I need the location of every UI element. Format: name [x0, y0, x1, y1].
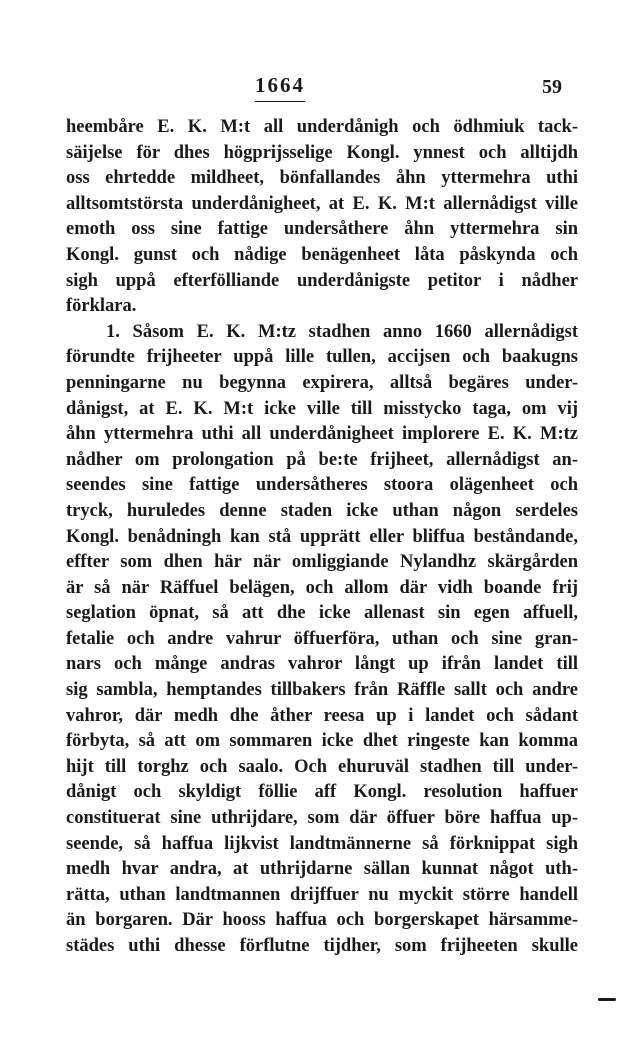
- text-line: fetalie och andre vahrur öffuerföra, uthan och sine gran-: [66, 628, 578, 649]
- text-line: förklara.: [66, 296, 137, 317]
- text-line: seende, så haffua lijkvist landtmännerne så förknippat sigh: [66, 833, 578, 854]
- text-line: effter som dhen här när omliggiande Nylandhz skärgården: [66, 552, 578, 573]
- scan-margin-mark: [598, 998, 616, 1001]
- text-line: nådher om prolongation på be:te frijheet, allernådigst an-: [66, 449, 578, 470]
- paragraph-start-line: 1. Såsom E. K. M:tz stadhen anno 1660 allernådigst: [106, 321, 578, 342]
- text-line: är så när Räffuel belägen, och allom där vidh boande frij: [66, 577, 578, 598]
- running-head-year: 1664: [255, 74, 305, 102]
- text-line: heembåre E. K. M:t all underdånigh och ödhmiuk tack-: [66, 117, 578, 137]
- text-line: nars och månge andras vahror långt up ifrån landet till: [66, 654, 578, 675]
- text-line: seglation öpnat, så att dhe icke allenast sin egen affuell,: [66, 603, 578, 624]
- text-line: dånigst, at E. K. M:t icke ville till misstycko taga, om vij: [66, 398, 578, 419]
- text-line: sigh uppå efterfölliande underdånigste petitor i nådher: [66, 270, 578, 291]
- text-line: dånigt och skyldigt föllie aff Kongl. resolution haffuer: [66, 782, 578, 803]
- text-line: oss ehrtedde mildheet, bönfallandes åhn yttermehra uthi: [66, 168, 578, 189]
- text-line: städes uthi dhesse förflutne tijdher, som frijheeten skulle: [66, 936, 578, 956]
- text-line: säijelse för dhes högprijsselige Kongl. ynnest och alltijdh: [66, 142, 578, 163]
- text-line: förundte frijheeter uppå lille tullen, accijsen och baakugns: [66, 347, 578, 368]
- text-line: sig sambla, hemptandes tillbakers från Räffle sallt och andre: [66, 680, 578, 701]
- text-line: emoth oss sine fattige undersåthere åhn yttermehra sin: [66, 219, 578, 240]
- text-line: Kongl. gunst och nådige benägenheet låta påskynda och: [66, 244, 578, 265]
- text-line: medh hvar andra, at uthrijdarne sällan kunnat något uth-: [66, 859, 578, 880]
- text-line: penningarne nu begynna expirera, alltså begäres under-: [66, 372, 578, 393]
- page-number: 59: [542, 76, 562, 98]
- text-line: rätta, uthan landtmannen drijffuer nu myckit större handell: [66, 884, 578, 905]
- text-line: vahror, där medh dhe åther reesa up i landet och sådant: [66, 705, 578, 726]
- text-line: Kongl. benådningh kan stå upprätt eller bliffua beståndande,: [66, 526, 578, 547]
- text-line: åhn yttermehra uthi all underdånigheet implorere E. K. M:tz: [66, 424, 578, 445]
- text-line: seendes sine fattige undersåtheres stoora olägenheet och: [66, 475, 578, 496]
- text-line: alltsomtstörsta underdånigheet, at E. K. M:t allernådigst ville: [66, 193, 578, 214]
- text-line: hijt till torghz och saalo. Och ehuruväl stadhen till under-: [66, 756, 578, 777]
- text-line: constituerat sine uthrijdare, som där öffuer böre haffua up-: [66, 808, 578, 829]
- text-line: tryck, huruledes denne staden icke uthan någon serdeles: [66, 500, 578, 521]
- running-head: [0, 74, 644, 104]
- text-line: förbyta, så att om sommaren icke dhet ringeste kan komma: [66, 731, 578, 752]
- text-line: än borgaren. Där hooss haffua och borgerskapet härsamme-: [66, 910, 578, 931]
- body-text: [66, 115, 578, 960]
